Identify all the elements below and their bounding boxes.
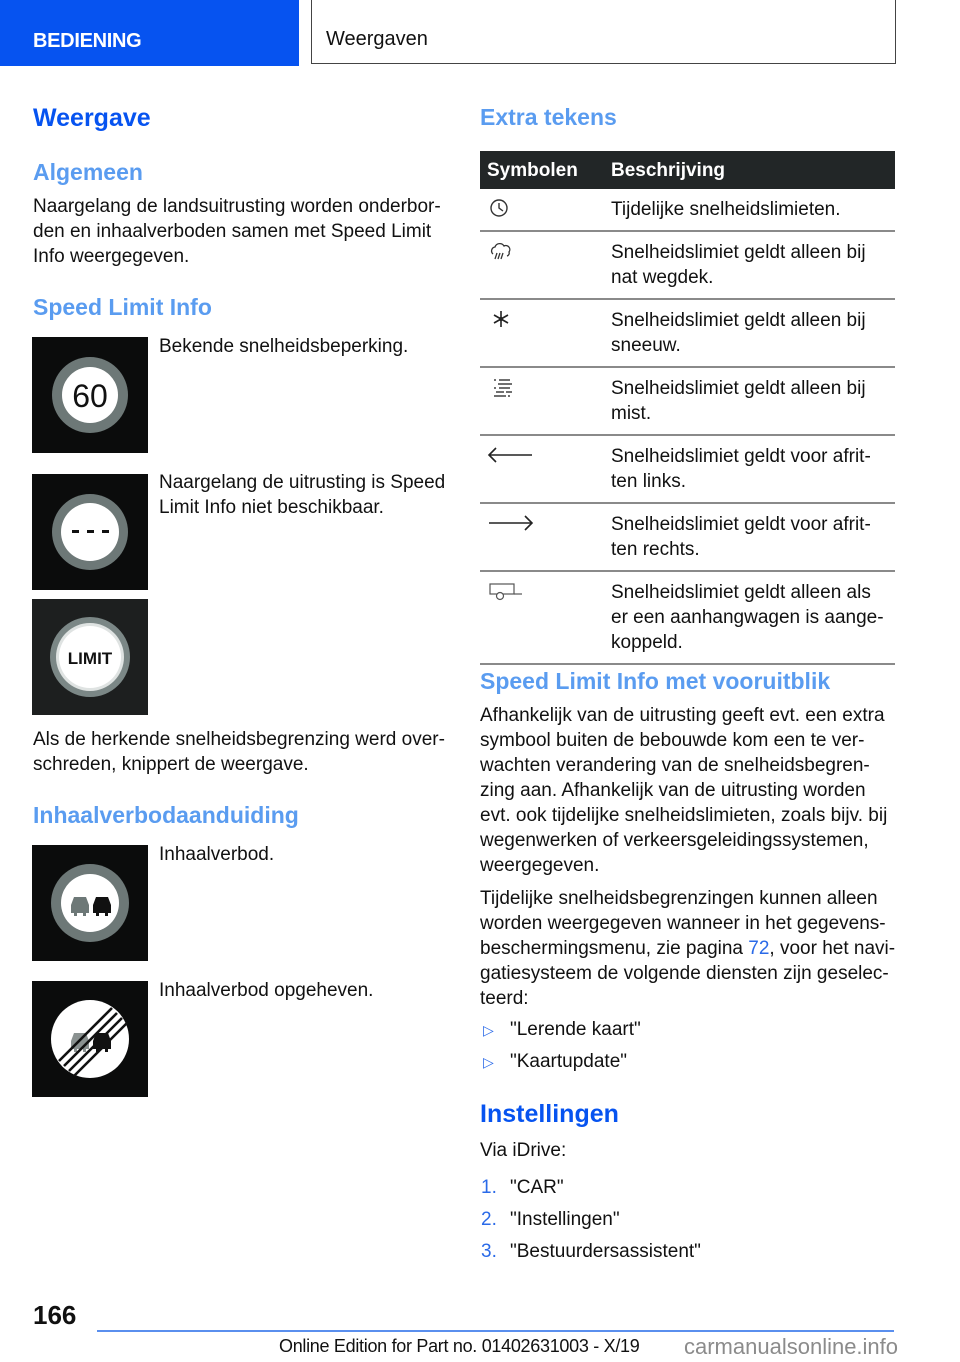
step-label: "Instellingen"	[510, 1209, 620, 1230]
heading-inhaalverbod: Inhaalverbodaanduiding	[33, 802, 299, 828]
row-description: Snelheidslimiet geldt alleen bij	[611, 242, 866, 263]
extra-tekens-table	[480, 151, 895, 665]
page-link-72[interactable]: 72	[748, 938, 770, 959]
text-line: Naargelang de uitrusting is Speed	[159, 472, 446, 493]
speed-limit-60-sign	[32, 337, 148, 453]
text-line: teerd:	[480, 988, 529, 1009]
algemeen-text	[33, 194, 453, 269]
row-description: Snelheidslimiet geldt alleen als	[611, 582, 871, 603]
text-line: Limit Info niet beschikbaar.	[159, 497, 384, 518]
header-section-label: BEDIENING	[33, 30, 142, 52]
table-row	[480, 189, 895, 232]
row-description: Snelheidslimiet geldt voor afrit-	[611, 446, 871, 467]
sign-caption: Inhaalverbod.	[159, 844, 275, 865]
table-header	[480, 151, 895, 189]
text-line: weergegeven.	[480, 855, 600, 876]
header-title-box	[311, 0, 896, 64]
triangle-bullet-icon: ▷	[483, 1022, 494, 1038]
step-number: 1.	[481, 1177, 497, 1198]
rain-cloud-icon	[486, 240, 522, 264]
header-section-tab	[0, 0, 299, 66]
heading-speed-limit-info: Speed Limit Info	[33, 294, 212, 320]
list-item-text: "Lerende kaart"	[510, 1019, 641, 1040]
column-header-symbolen: Symbolen	[487, 160, 578, 181]
page-number: 166	[33, 1300, 77, 1330]
table-row	[480, 368, 895, 436]
text-line: wachten verandering van de snelheidsbegren-	[480, 755, 870, 776]
end-no-overtaking-sign	[32, 981, 148, 1097]
step-label: "Bestuurdersassistent"	[510, 1241, 701, 1262]
row-description: ten rechts.	[611, 539, 700, 560]
speed-limit-unavailable-sign	[32, 474, 148, 590]
heading-algemeen: Algemeen	[33, 159, 143, 185]
column-header-beschrijving: Beschrijving	[611, 160, 726, 181]
table-row	[480, 300, 895, 368]
sign-caption: Inhaalverbod opgeheven.	[159, 980, 374, 1001]
instellingen-intro: Via iDrive:	[480, 1140, 567, 1161]
header-title: Weergaven	[326, 28, 428, 50]
row-description: er een aanhangwagen is aange-	[611, 607, 884, 628]
row-description: Snelheidslimiet geldt alleen bij	[611, 310, 866, 331]
triangle-bullet-icon: ▷	[483, 1054, 494, 1070]
list-item-text: "Kaartupdate"	[510, 1051, 628, 1072]
svg-text:LIMIT: LIMIT	[67, 649, 113, 668]
text-line: Als de herkende snelheidsbegrenzing werd over-	[33, 729, 445, 750]
text-line: worden weergegeven wanneer in het gegevens-	[480, 913, 886, 934]
sign-caption	[159, 470, 445, 520]
text-line: zing aan. Afhankelijk van de uitrusting worden	[480, 780, 866, 801]
heading-extra-tekens: Extra tekens	[480, 104, 617, 130]
svg-text:60: 60	[72, 378, 108, 414]
row-description: ten links.	[611, 471, 686, 492]
table-row	[480, 504, 895, 572]
text-line: Afhankelijk van de uitrusting geeft evt. een extra	[480, 705, 885, 726]
clock-icon	[486, 197, 522, 221]
trailer-icon	[486, 580, 536, 604]
row-description: koppeld.	[611, 632, 683, 653]
heading-instellingen: Instellingen	[480, 1100, 619, 1128]
table-row	[480, 436, 895, 504]
text-line: Tijdelijke snelheidsbegrenzingen kunnen alleen	[480, 888, 878, 909]
row-description: mist.	[611, 403, 652, 424]
step-label: "CAR"	[510, 1177, 564, 1198]
vooruitblik-paragraph-1	[480, 703, 900, 878]
exceeded-text	[33, 727, 453, 777]
no-overtaking-sign	[32, 845, 148, 961]
text-line: schreden, knippert de weergave.	[33, 754, 309, 775]
step-number: 2.	[481, 1209, 497, 1230]
row-description: Snelheidslimiet geldt alleen bij	[611, 378, 866, 399]
row-description: Snelheidslimiet geldt voor afrit-	[611, 514, 871, 535]
text-fragment: beschermingsmenu, zie pagina	[480, 938, 749, 959]
edition-text: Online Edition for Part no. 01402631003 - X/19	[279, 1336, 640, 1356]
fog-icon	[486, 376, 522, 400]
text-line: Info weergegeven.	[33, 246, 190, 267]
row-description: nat wegdek.	[611, 267, 714, 288]
snowflake-icon	[486, 308, 522, 332]
text-line: wegenwerken of verkeersgeleidingssystemen,	[480, 830, 869, 851]
watermark: carmanualsonline.info	[684, 1334, 899, 1359]
text-line: gatiesysteem de volgende diensten zijn geselec-	[480, 963, 889, 984]
text-line: den en inhaalverboden samen met Speed Limit	[33, 221, 432, 242]
row-description: Tijdelijke snelheidslimieten.	[611, 199, 841, 220]
arrow-left-icon	[486, 444, 536, 468]
heading-vooruitblik: Speed Limit Info met vooruitblik	[480, 668, 831, 694]
sign-caption: Bekende snelheidsbeperking.	[159, 336, 409, 357]
text-line: evt. ook tijdelijke snelheidslimieten, zoals bijv. bij	[480, 805, 888, 826]
text-line: Naargelang de landsuitrusting worden onderbor-	[33, 196, 441, 217]
text-fragment: , voor het navi-	[769, 938, 896, 959]
table-row	[480, 232, 895, 300]
speed-limit-limit-sign	[32, 599, 148, 715]
table-row	[480, 572, 895, 665]
row-description: sneeuw.	[611, 335, 681, 356]
step-number: 3.	[481, 1241, 497, 1262]
arrow-right-icon	[486, 512, 536, 536]
page-title: Weergave	[33, 104, 151, 132]
text-line: symbool buiten de bebouwde kom een te ver-	[480, 730, 865, 751]
footer-divider	[97, 1330, 894, 1332]
vooruitblik-paragraph-2	[480, 886, 910, 1011]
text-line	[480, 936, 910, 961]
